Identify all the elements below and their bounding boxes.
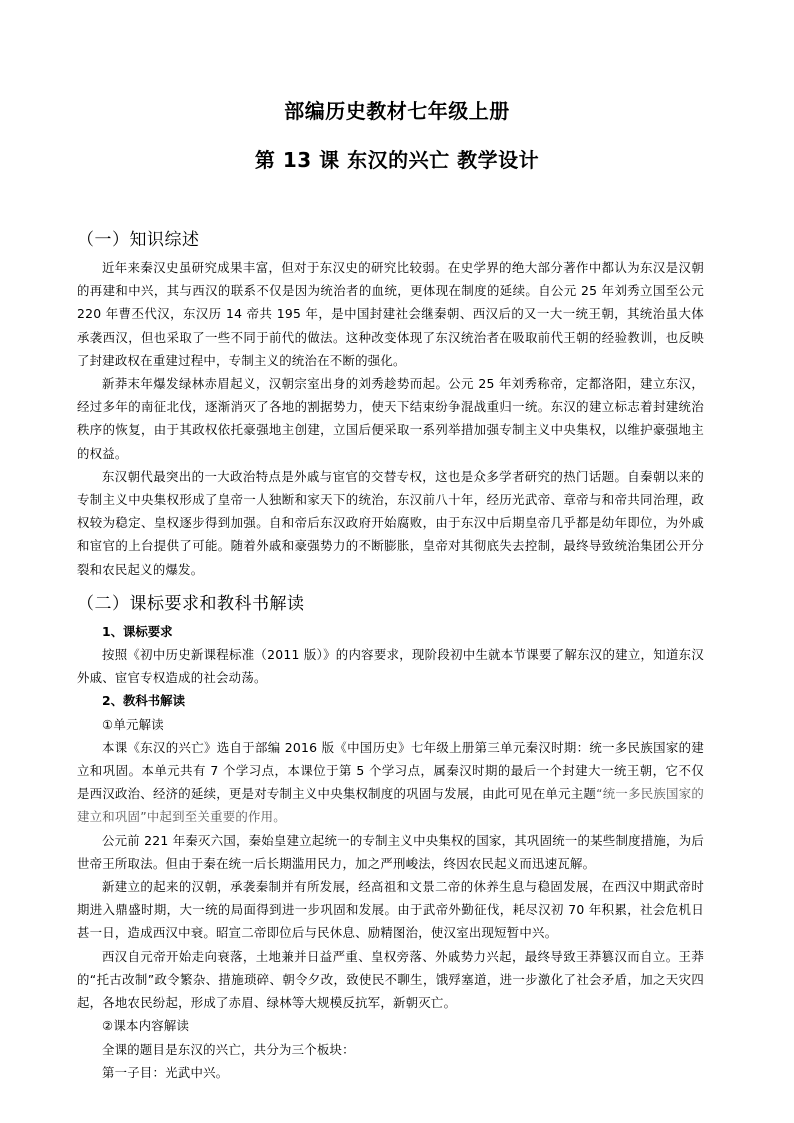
paragraph: 近年来秦汉史虽研究成果丰富，但对于东汉史的研究比较弱。在史学界的绝大部分著作中都认为东汉是汉朝的再建和中兴，其与西汉的联系不仅是因为统治者的血统，更体现在制度的延续。自公元 25 年刘秀立国至公元 220 年曹丕代汉，东汉历 14 帝共 195 年，是中国封建社会继秦朝、西汉后的又一大一统王朝，其统治虽大体承袭西汉，但也采取了一些不同于前代的做法。这种改变体现了东汉统治者在吸取前代王朝的经验教训，也反映了封建政权在重建过程中，专制主义的统治在不断的强化。 bbox=[77, 260, 704, 368]
section-heading-curriculum: （二）课标要求和教科书解读 bbox=[77, 593, 305, 614]
lesson-reading-label: ②课本内容解读 bbox=[102, 1018, 190, 1034]
lesson-title: 第 13 课 东汉的兴亡 教学设计 bbox=[254, 148, 540, 172]
paragraph: 西汉自元帝开始走向衰落，土地兼并日益严重、皇权旁落、外戚势力兴起，最终导致王莽篡汉而自立。王莽的“托古改制”政令繁杂、措施琐碎、朝令夕改，致使民不聊生，饿殍塞道，进一步激化了社会矛盾，加之天灾四起，各地农民纷起，形成了赤眉、绿林等大规模反抗军，新朝灭亡。 bbox=[77, 948, 704, 1011]
subheading-textbook-reading: 2、教科书解读 bbox=[102, 693, 185, 709]
paragraph: 东汉朝代最突出的一大政治特点是外戚与宦官的交替专权，这也是众多学者研究的热门话题。自秦朝以来的专制主义中央集权形成了皇帝一人独断和家天下的统治，东汉前八十年，经历光武帝、章帝与和帝共同治理，政权较为稳定、皇权逐步得到加强。自和帝后东汉政府开始腐败，由于东汉中后期皇帝几乎都是幼年即位，为外戚和宦官的上台提供了可能。随着外戚和豪强势力的不断膨胀，皇帝对其彻底失去控制，最终导致统治集团公开分裂和农民起义的爆发。 bbox=[77, 468, 704, 577]
paragraph: 全课的题目是东汉的兴亡，共分为三个板块： bbox=[102, 1041, 355, 1057]
subheading-curriculum-standard: 1、课标要求 bbox=[102, 623, 173, 639]
paragraph bbox=[77, 736, 704, 829]
paragraph: 公元前 221 年秦灭六国，秦始皇建立起统一的专制主义中央集权的国家，其巩固统一的某些制度措施，为后世帝王所取法。但由于秦在统一后长期滥用民力，加之严刑峻法，终因农民起义而迅速瓦解。 bbox=[77, 832, 704, 871]
paragraph: 新莽末年爆发绿林赤眉起义，汉朝宗室出身的刘秀趁势而起。公元 25 年刘秀称帝，定都洛阳，建立东汉，经过多年的南征北伐，逐渐消灭了各地的割据势力，使天下结束纷争混战重归一统。东汉的建立标志着封建统治秩序的恢复，由于其政权依托豪强地主创建，立国后便采取一系列举措加强专制主义中央集权，以维护豪强地主的权益。 bbox=[77, 376, 704, 461]
unit-reading-label: ①单元解读 bbox=[102, 716, 164, 732]
unit-theme-quote: “统一多民族国家的建立和巩固”中起到至关重要的作用。 bbox=[77, 786, 705, 825]
paragraph: 新建立的起来的汉朝，承袭秦制并有所发展，经高祖和文景二帝的休养生息与稳固发展，在西汉中期武帝时期进入鼎盛时期，大一统的局面得到进一步巩固和发展。由于武帝外勤征伐，耗尽汉初 70 年积累，社会危机日甚一日，造成西汉中衰。昭宣二帝即位后与民休息、励精图治，使汉室出现短暂中兴。 bbox=[77, 879, 704, 941]
document-body bbox=[77, 225, 704, 1084]
first-subtopic: 第一子目：光武中兴。 bbox=[102, 1064, 229, 1080]
document-title: 部编历史教材七年级上册 bbox=[284, 99, 510, 123]
section-heading-knowledge: （一）知识综述 bbox=[77, 230, 200, 250]
paragraph: 按照《初中历史新课程标准（2011 版）》的内容要求，现阶段初中生就本节课要了解东汉的建立，知道东汉外戚、宦官专权造成的社会动荡。 bbox=[77, 647, 704, 686]
paragraph-text: 本课《东汉的兴亡》选自于部编 2016 版《中国历史》七年级上册第三单元秦汉时期：统一多民族国家的建立和巩固。本单元共有 7 个学习点，本课位于第 5 个学习点，属秦汉时期的最后一个封建大一统王朝，它不仅是西汉政治、经济的延续，更是对专制主义中央集权制度的巩固与发展，由此可见在单元主题 bbox=[77, 739, 704, 802]
